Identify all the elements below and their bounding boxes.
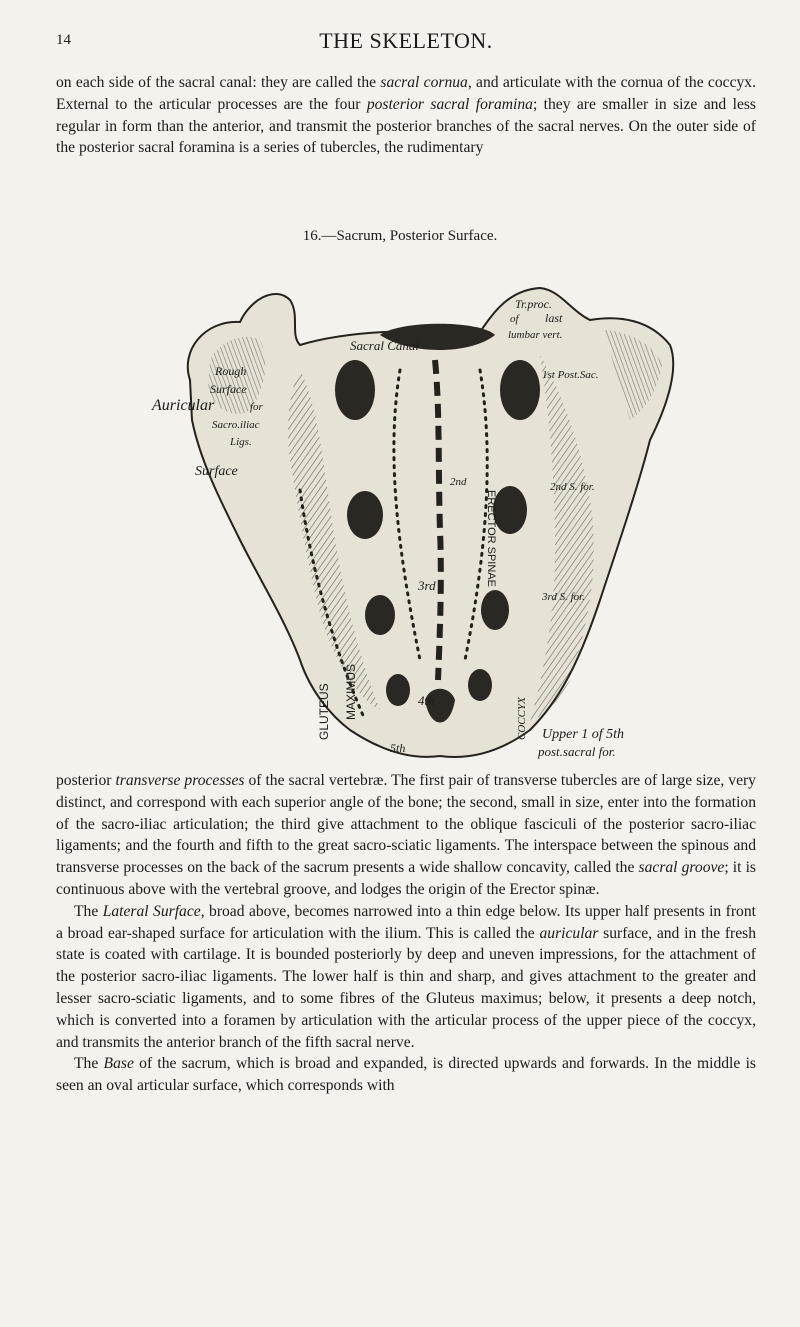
label-last: last: [545, 311, 563, 325]
label-for: for: [250, 401, 263, 413]
term-posterior-sacral-foramina: posterior sacral foramina: [366, 95, 533, 113]
label-ligs: Ligs.: [230, 436, 252, 448]
label-tr-process: Tr.proc.: [515, 297, 552, 311]
posterior-foramen-4-right: [468, 669, 492, 701]
label-sacro-iliac: Sacro.iliac: [212, 419, 260, 431]
text-run: posterior: [56, 772, 116, 789]
label-first-post-sac-for: 1st Post.Sac.: [542, 369, 599, 381]
label-surface-lower: Surface: [195, 464, 238, 479]
term-base: Base: [103, 1055, 134, 1073]
figure-caption: 16.—Sacrum, Posterior Surface.: [302, 228, 498, 244]
label-third: 3rd: [418, 578, 436, 593]
label-rough: Rough: [215, 364, 247, 378]
label-gluteus: GLUTEUS: [317, 683, 331, 740]
text-run: The: [74, 1055, 104, 1073]
label-sacral-canal: Sacral Canal: [350, 338, 419, 353]
label-upper-1-of-5th: Upper 1 of 5th: [542, 727, 625, 742]
running-title: THE SKELETON.: [319, 28, 493, 53]
posterior-foramen-2-left: [347, 491, 383, 539]
page-header: [56, 28, 756, 58]
text-run: , broad above, becomes narrowed into a thin edge below. Its upper half presents in front a broad ear-shaped surface for articulation with the ilium. This is called the: [56, 902, 756, 942]
term-transverse-processes: transverse processes: [115, 772, 245, 789]
label-fourth: 4th: [418, 693, 435, 708]
text-run: on each side of the sacral canal: they are called the: [56, 74, 381, 91]
label-fifth: 5th: [390, 741, 406, 755]
term-auricular: auricular: [539, 924, 599, 942]
sacrum-drawing: [150, 260, 690, 760]
paragraph-top: [56, 72, 756, 159]
text-run: surface, and in the fresh state is coated with cartilage. It is bounded posteriorly by deep and uneven impressions, for the attachment of the posterior sacro-iliac ligaments. The lower half is thin and sharp, and gives attachment to the greater and lesser sacro-sciatic ligaments, and to some fibres of the Gluteus maximus; below, it presents a deep notch, which is converted into a foramen by articulation with the articular process of the upper piece of the coccyx, and transmits the anterior branch of the fifth sacral nerve.: [56, 924, 756, 1051]
label-second: 2nd: [450, 476, 467, 488]
term-lateral-surface: Lateral Surface: [102, 902, 201, 920]
label-post-sacral-for: post.sacral for.: [538, 744, 616, 759]
body-text: [56, 770, 756, 1097]
posterior-foramen-3-left: [365, 595, 395, 635]
posterior-foramen-4-left: [386, 674, 410, 706]
text-run: , and articulate with the cornua of the coccyx. External to the articular processes are the four: [56, 74, 756, 113]
label-erector-spinae: ERECTOR SPINAE: [485, 490, 497, 587]
label-surface: Surface: [210, 382, 247, 396]
label-lumbar-vert: lumbar vert.: [508, 329, 563, 341]
label-of: of: [510, 313, 519, 325]
label-maximus: MAXIMUS: [344, 663, 358, 720]
text-run: ; it is continuous above with the vertebral groove, and lodges the origin of the Erector spinæ.: [56, 859, 756, 898]
posterior-foramen-2-right: [493, 486, 527, 534]
text-run: ; they are smaller in size and less regular in form than the anterior, and transmit the posterior branches of the sacral nerves. On the outer side of the posterior sacral foramina is a series of tubercles, the rudimentary: [56, 95, 756, 157]
posterior-foramen-1-right: [500, 360, 540, 420]
term-sacral-groove: sacral groove: [638, 859, 725, 877]
text-run: of the sacral vertebræ. The first pair of transverse tubercles are of large size, very distinct, and correspond with each superior angle of the bone; the second, small in size, enter into the formation of the sacro-iliac articulation; the third give attachment to the oblique fasciculi of the posterior sacro-iliac ligaments; and the fourth and fifth to the great sacro-sciatic ligaments. The interspace between the spinous and transverse processes on the back of the sacrum presents a wide shallow concavity, called the: [56, 772, 756, 877]
label-third-s-for: 3rd S. for.: [542, 591, 585, 603]
text-run: of the sacrum, which is broad and expanded, is directed upwards and forwards. In the middle is seen an oval articular surface, which corresponds with: [56, 1055, 756, 1095]
label-auricular: Auricular: [152, 397, 215, 414]
label-second-s-for: 2nd S. for.: [550, 481, 595, 493]
sacrum-illustration: [150, 260, 690, 760]
posterior-foramen-1-left: [335, 360, 375, 420]
posterior-foramen-3-right: [481, 590, 509, 630]
term-sacral-cornua: sacral cornua: [380, 74, 468, 91]
label-coccyx: COCCYX: [516, 697, 528, 740]
text-run: The: [74, 902, 103, 920]
page-number: 14: [56, 32, 71, 48]
